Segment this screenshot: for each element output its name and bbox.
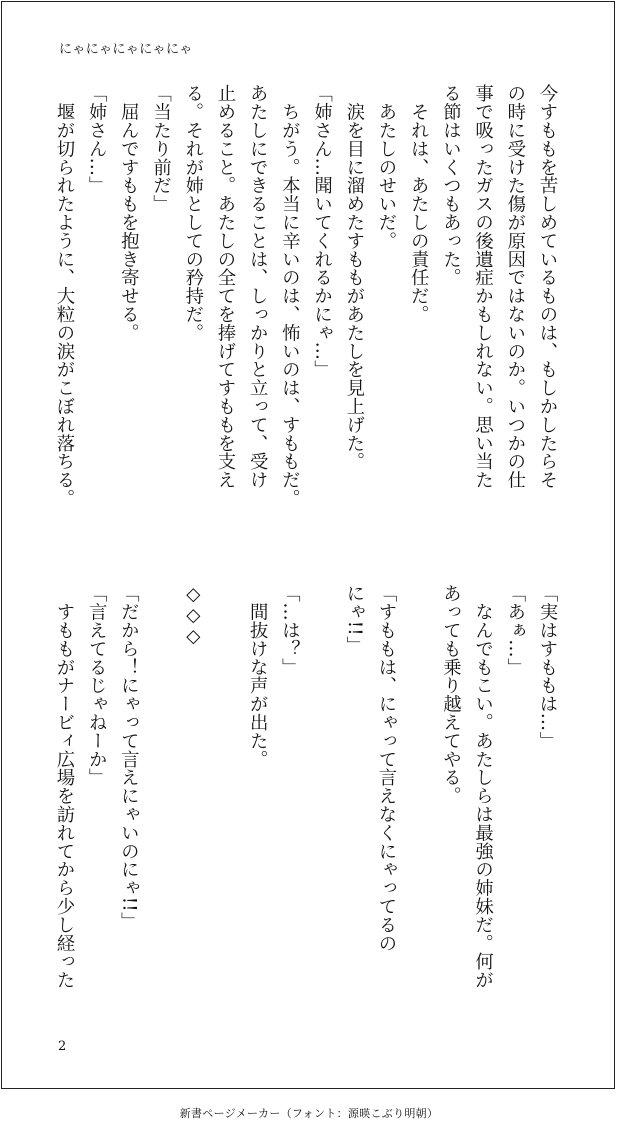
text-line: 間抜けな声が出た。 <box>247 584 269 768</box>
text-block-upper <box>48 84 563 524</box>
text-line: 止めること。あたしの全てを捧げてすももを支え <box>214 84 236 489</box>
text-line: る節はいくつもあった。 <box>440 84 462 287</box>
text-line: 今すももを苦しめているものは、もしかしたらそ <box>537 84 558 489</box>
text-line: 「あぁ…」 <box>504 584 526 676</box>
text-line: すももがナービィ広場を訪れてから少し経った <box>53 584 75 989</box>
text-line: それは、あたしの責任だ。 <box>408 84 430 324</box>
text-line: 「当たり前だ」 <box>150 84 172 213</box>
text-line: 「すももは、にゃって言えなくにゃってるの <box>375 584 397 952</box>
text-line: 「姉さん…聞いてくれるかにゃ…」 <box>311 84 333 379</box>
text-line: 「実はすももは…」 <box>537 584 558 750</box>
text-line: あたしのせいだ。 <box>375 84 397 250</box>
blank-line <box>402 584 434 984</box>
text-line: 「だから！にゃって言えにゃいのにゃ!!」 <box>118 584 140 930</box>
text-line: 事で吸ったガスの後遺症かもしれない。思い当た <box>472 84 494 489</box>
text-block-lower <box>48 584 563 989</box>
text-line: あたしにできることは、しっかりと立って、受け <box>247 84 269 489</box>
running-title: にゃにゃにゃにゃにゃ <box>59 42 193 57</box>
text-line: 「言えてるじゃねーか」 <box>86 584 108 787</box>
blank-line <box>144 584 176 984</box>
generator-credit: 新書ページメーカー（フォント：源暎こぶり明朝） <box>179 1107 439 1120</box>
scene-break-diamonds: ◇◇◇ <box>182 584 204 647</box>
text-line: 堰が切られたように、大粒の涙がこぼれ落ちる。 <box>53 84 75 508</box>
blank-line <box>305 584 337 984</box>
text-line: 「姉さん…」 <box>86 84 108 195</box>
book-page <box>1 1 615 1089</box>
text-line: にゃ!!」 <box>343 584 365 654</box>
text-line: る。それが姉としての矜持だ。 <box>182 84 204 342</box>
text-line: の時に受けた傷が原因ではないのか。いつかの仕 <box>504 84 526 489</box>
text-line: 涙を目に溜めたすももがあたしを見上げた。 <box>343 84 365 471</box>
text-line: ちがう。本当に辛いのは、怖いのは、すももだ。 <box>279 84 301 508</box>
text-line: 屈んですももを抱き寄せる。 <box>118 84 140 342</box>
text-line: 「…は？」 <box>279 584 301 676</box>
blank-line <box>209 584 241 984</box>
text-line: あっても乗り越えてやる。 <box>440 584 462 805</box>
page-number: 2 <box>58 1039 67 1054</box>
text-line: なんでもこい。あたしらは最強の姉妹だ。何が <box>472 584 494 989</box>
